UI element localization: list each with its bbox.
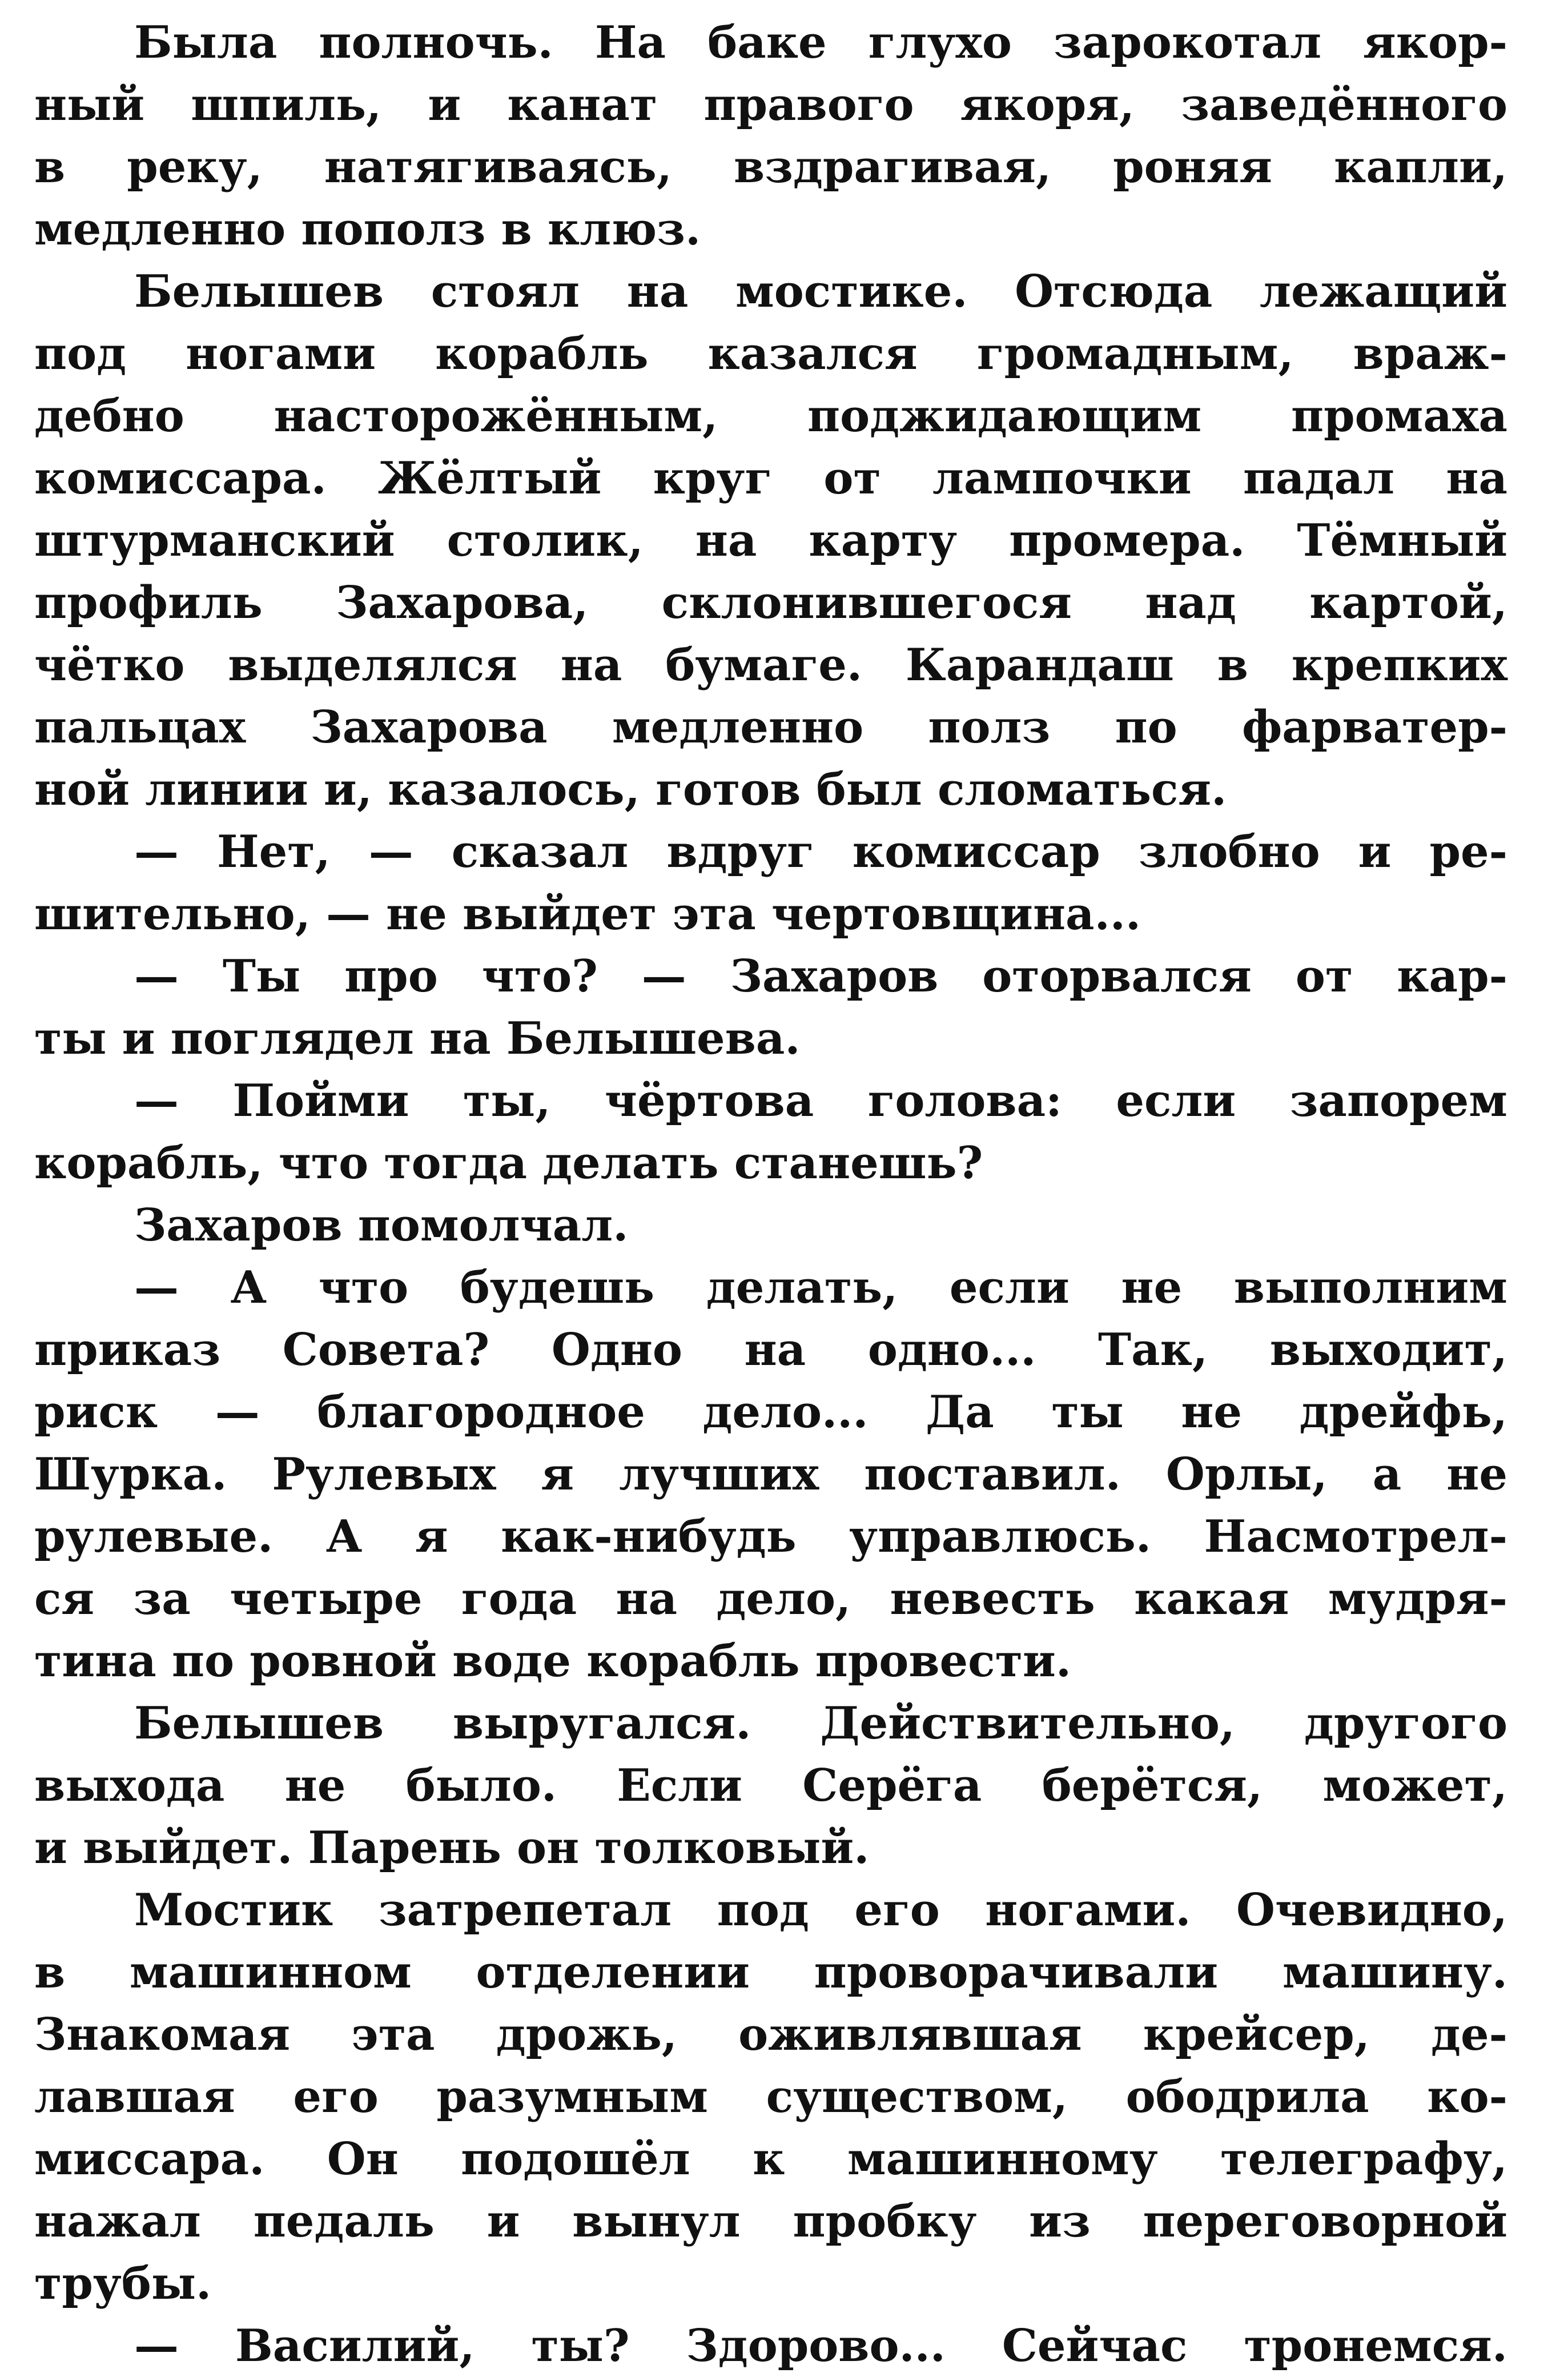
text-line: — Василий, ты? Здорово... Сейчас тронемся.	[134, 2320, 1507, 2372]
text-line: Знакомая эта дрожь, оживлявшая крейсер, де-	[34, 2009, 1507, 2061]
text-line: в реку, натягиваясь, вздрагивая, роняя капли,	[34, 141, 1507, 193]
text-line: тина по ровной воде корабль провести.	[34, 1635, 1071, 1687]
text-line: Была полночь. На баке глухо зарокотал якор-	[134, 17, 1507, 69]
text-line: чётко выделялся на бумаге. Карандаш в крепких	[34, 639, 1507, 691]
text-line: корабль, что тогда делать станешь?	[34, 1137, 983, 1189]
text-line: лавшая его разумным существом, ободрила ко-	[34, 2071, 1507, 2123]
text-line: выхода не было. Если Серёга берётся, может,	[34, 1760, 1507, 1812]
text-line: штурманский столик, на карту промера. Тёмный	[34, 515, 1507, 567]
text-line: шительно, — не выйдет эта чертовщина...	[34, 888, 1141, 940]
text-line: и выйдет. Парень он толковый.	[34, 1822, 870, 1874]
text-line: Шурка. Рулевых я лучших поставил. Орлы, а не	[34, 1448, 1507, 1500]
text-line: — Ты про что? — Захаров оторвался от кар-	[134, 950, 1507, 1002]
text-line: нажал педаль и вынул пробку из переговорной	[34, 2195, 1507, 2247]
text-line: — Пойми ты, чёртова голова: если запорем	[134, 1075, 1507, 1127]
text-line: — А что будешь делать, если не выполним	[134, 1262, 1507, 1314]
text-line: рулевые. А я как-нибудь управлюсь. Насмотрел-	[34, 1511, 1507, 1563]
text-line: под ногами корабль казался громадным, враж-	[34, 328, 1507, 380]
text-line: ный шпиль, и канат правого якоря, заведённого	[34, 79, 1507, 131]
text-line: в машинном отделении проворачивали машину.	[34, 1946, 1507, 1998]
text-line: трубы.	[34, 2258, 212, 2310]
text-line: Белышев выругался. Действительно, другого	[134, 1697, 1507, 1749]
text-line: профиль Захарова, склонившегося над картой,	[34, 577, 1507, 629]
text-line: медленно пополз в клюз.	[34, 203, 701, 255]
text-line: Захаров помолчал.	[134, 1199, 629, 1251]
text-page	[34, 11, 1507, 2377]
text-line: Белышев стоял на мостике. Отсюда лежащий	[134, 266, 1507, 318]
text-line: ной линии и, казалось, готов был сломаться.	[34, 764, 1227, 816]
text-line: пальцах Захарова медленно полз по фарватер-	[34, 701, 1507, 753]
text-line: Мостик затрепетал под его ногами. Очевидно,	[134, 1884, 1507, 1936]
text-line: комиссара. Жёлтый круг от лампочки падал на	[34, 452, 1507, 504]
text-line: миссара. Он подошёл к машинному телеграфу,	[34, 2133, 1507, 2185]
text-line: приказ Совета? Одно на одно... Так, выходит,	[34, 1324, 1507, 1376]
text-line: ся за четыре года на дело, невесть какая мудря-	[34, 1573, 1507, 1625]
text-line: дебно насторожённым, поджидающим промаха	[34, 390, 1507, 442]
text-line: ты и поглядел на Белышева.	[34, 1013, 801, 1065]
text-line: риск — благородное дело... Да ты не дрейфь,	[34, 1386, 1507, 1438]
text-line: — Нет, — сказал вдруг комиссар злобно и ре-	[134, 826, 1507, 878]
